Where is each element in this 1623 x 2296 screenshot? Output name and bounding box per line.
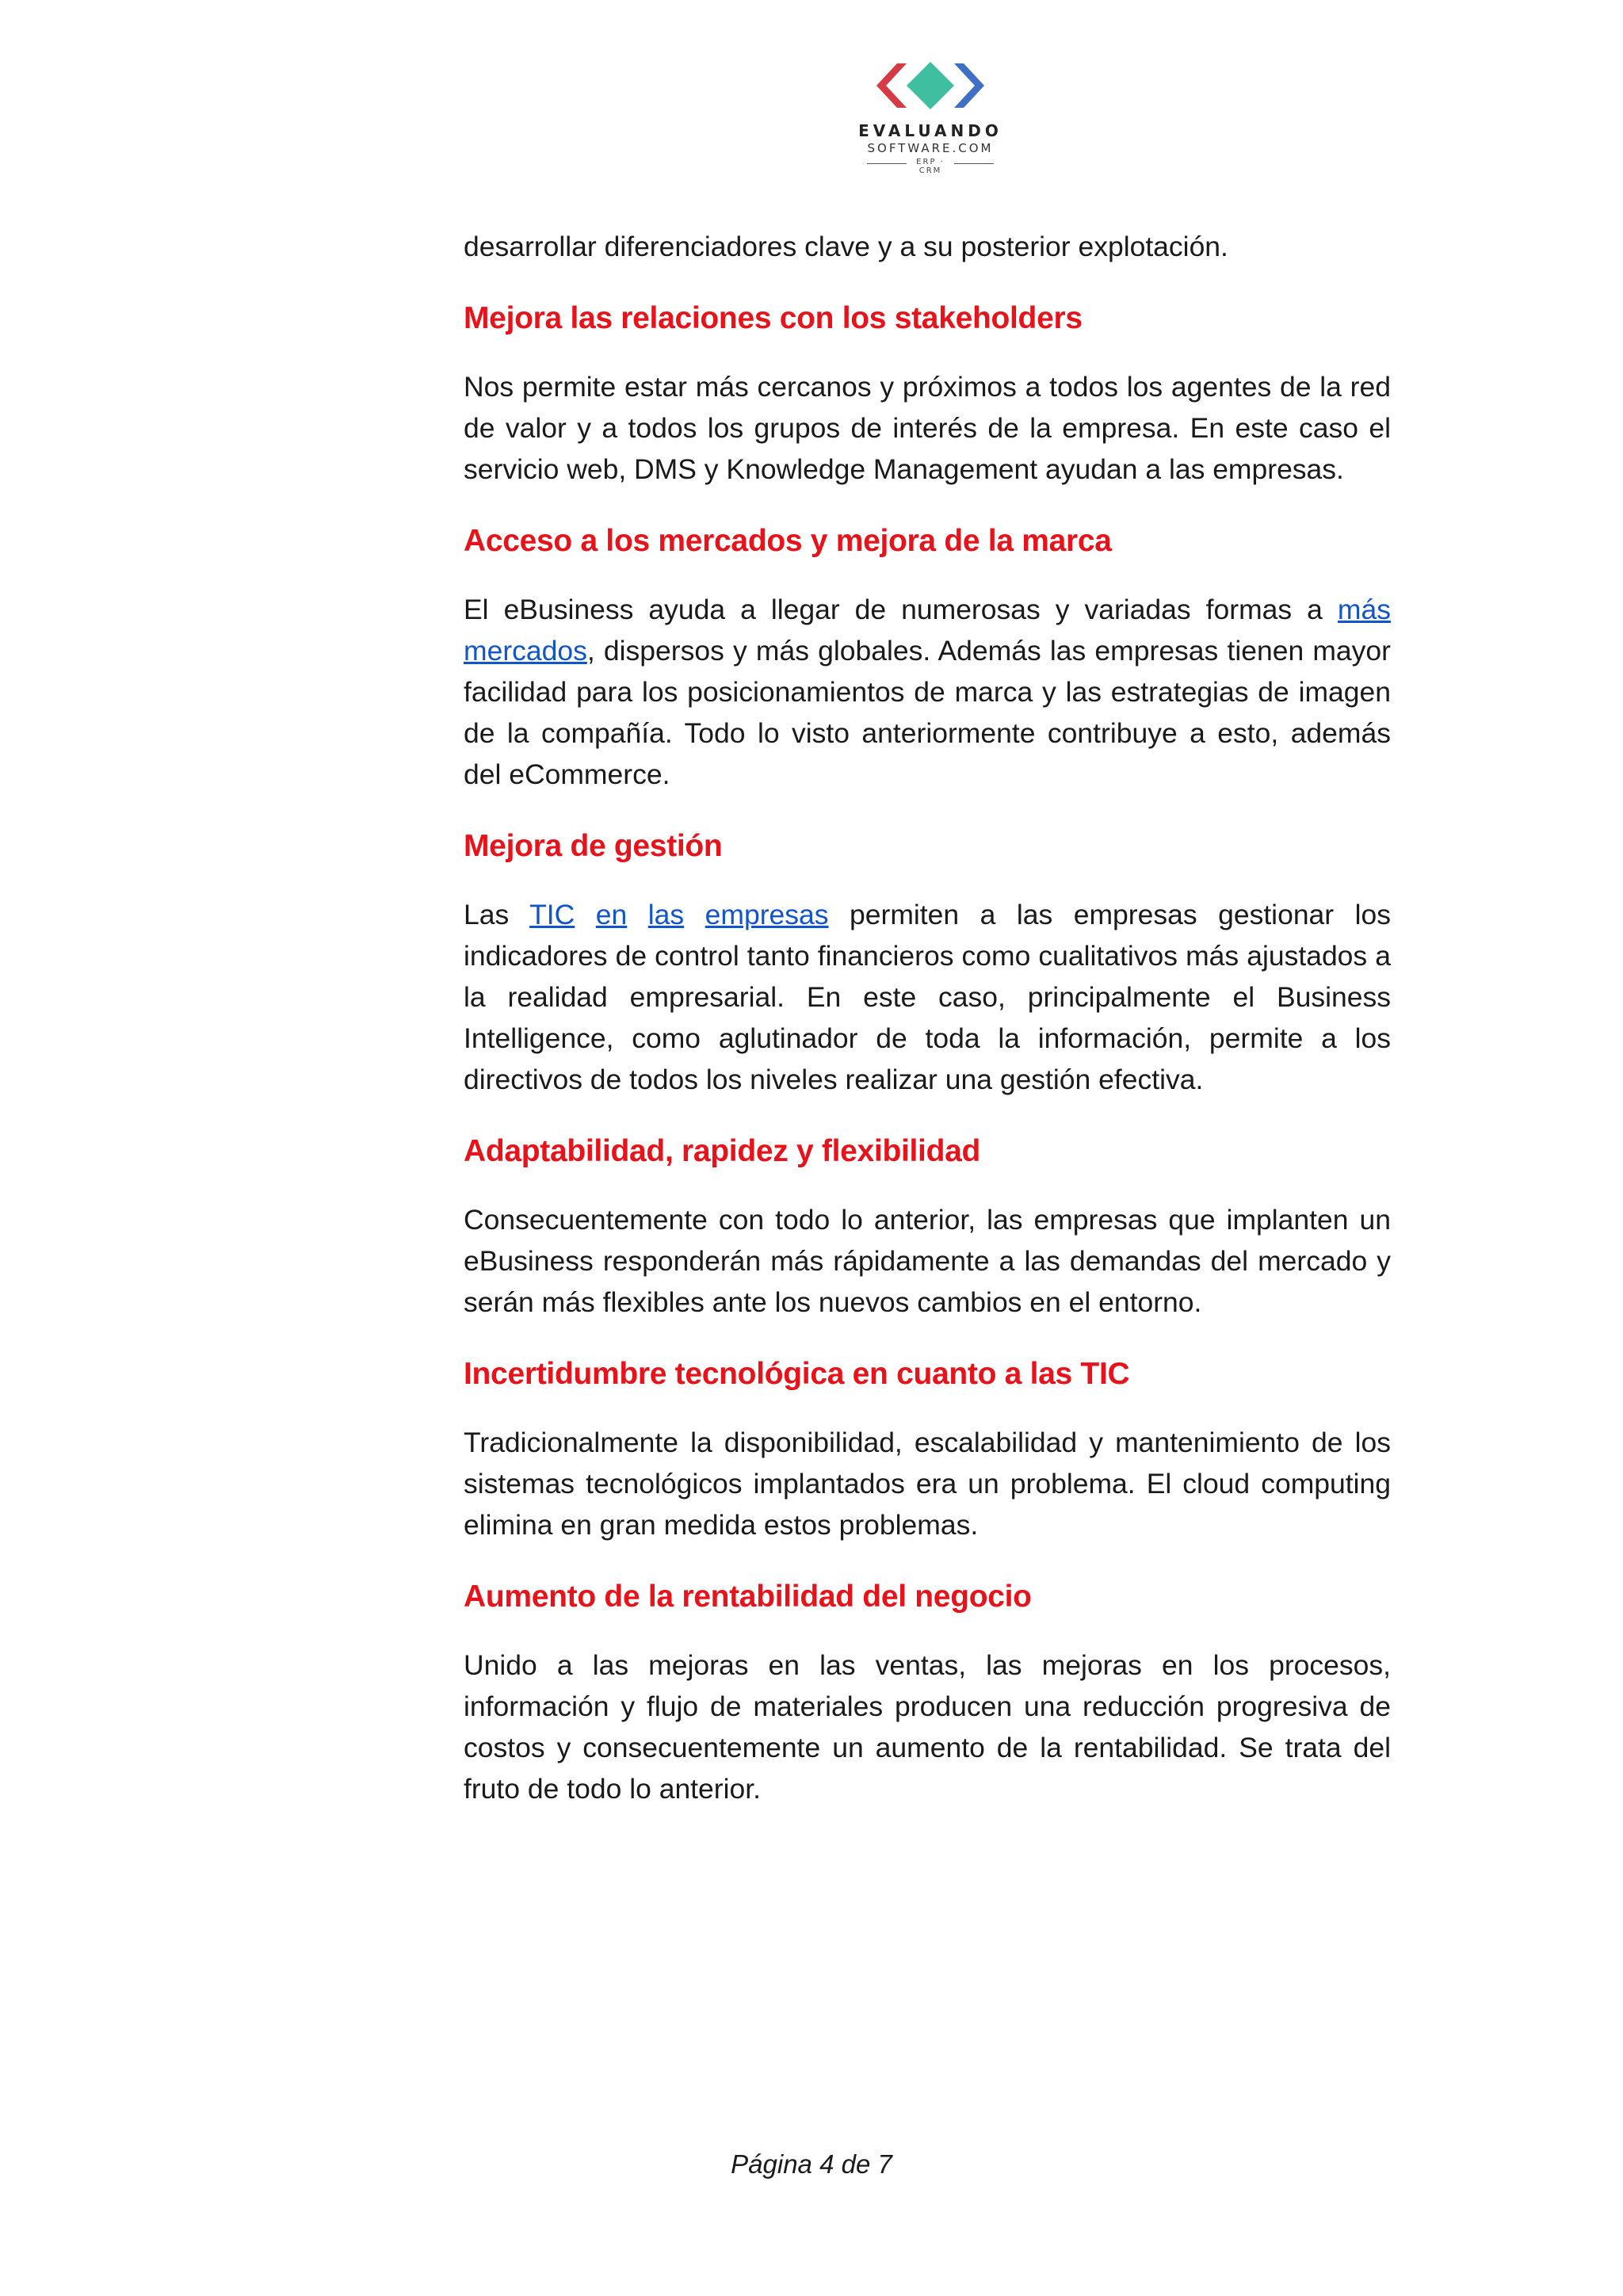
logo-domain: SOFTWARE.COM <box>867 141 994 155</box>
section-body-profitability: Unido a las mejoras en las ventas, las mejoras en los procesos, información y flujo de materiales producen una reducción progresiva de costos y consecuentemente un aumento de la rentabilidad. Se trata del fruto de todo lo anterior. <box>464 1649 1391 1805</box>
section-body-management <box>464 894 1391 1100</box>
link-tic[interactable]: TIC <box>529 899 575 930</box>
section-heading-markets: Acceso a los mercados y mejora de la marca <box>464 524 1112 558</box>
link-las[interactable]: las <box>647 899 685 930</box>
section-heading-stakeholders: Mejora las relaciones con los stakeholders <box>464 301 1083 335</box>
logo-tag-text: ERP · CRM <box>916 158 945 175</box>
link-mas-mercados[interactable]: más mercados <box>464 594 1391 667</box>
section-heading-tech-uncertainty: Incertidumbre tecnológica en cuanto a las TIC <box>464 1357 1130 1391</box>
management-text-after-links: permiten a las empresas gestionar los indicadores de control tanto financieros como cualitativos más ajustados a la realidad empresarial. En este caso, principalmente el Business Intelligence, como aglutinador de toda la información, permite a los directivos de todos los niveles realizar una gestión efectiva. <box>464 899 1391 1095</box>
link-empresas[interactable]: empresas <box>705 899 829 930</box>
section-body-markets <box>464 589 1391 795</box>
company-logo <box>851 54 1010 173</box>
markets-text-before-link: El eBusiness ayuda a llegar de numerosas y variadas formas a <box>464 594 1338 625</box>
management-text-before-links: Las <box>464 899 530 930</box>
logo-rule-left <box>867 163 907 164</box>
logo-diamond-icon <box>907 62 954 109</box>
link-en[interactable]: en <box>595 899 628 930</box>
section-body-tech-uncertainty: Tradicionalmente la disponibilidad, escalabilidad y mantenimiento de los sistemas tecnológicos implantados era un problema. El cloud computing elimina en gran medida estos problemas. <box>464 1427 1391 1541</box>
logo-right-chevron-icon <box>954 63 984 108</box>
document-body <box>464 226 1391 1809</box>
section-heading-management: Mejora de gestión <box>464 829 723 863</box>
logo-rule-right <box>954 163 994 164</box>
intro-paragraph: desarrollar diferenciadores clave y a su posterior explotación. <box>464 231 1228 262</box>
logo-mark-icon <box>875 57 986 114</box>
section-body-stakeholders: Nos permite estar más cercanos y próximos a todos los agentes de la red de valor y a todos los grupos de interés de la empresa. En este caso el servicio web, DMS y Knowledge Management ayudan a las empresas. <box>464 371 1391 485</box>
markets-text-after-link: , dispersos y más globales. Además las empresas tienen mayor facilidad para los posicionamientos de marca y las estrategias de imagen de la compañía. Todo lo visto anteriormente contribuye a esto, además del eCommerce. <box>464 635 1391 790</box>
logo-tagline <box>867 157 994 175</box>
section-heading-adaptability: Adaptabilidad, rapidez y flexibilidad <box>464 1134 981 1168</box>
logo-left-chevron-icon <box>876 63 907 108</box>
section-heading-profitability: Aumento de la rentabilidad del negocio <box>464 1580 1032 1614</box>
section-body-adaptability: Consecuentemente con todo lo anterior, las empresas que implanten un eBusiness responderán más rápidamente a las demandas del mercado y serán más flexibles ante los nuevos cambios en el entorno. <box>464 1204 1391 1318</box>
page-number: Página 4 de 7 <box>731 2149 892 2179</box>
logo-wordmark: EVALUANDO <box>858 121 1002 140</box>
